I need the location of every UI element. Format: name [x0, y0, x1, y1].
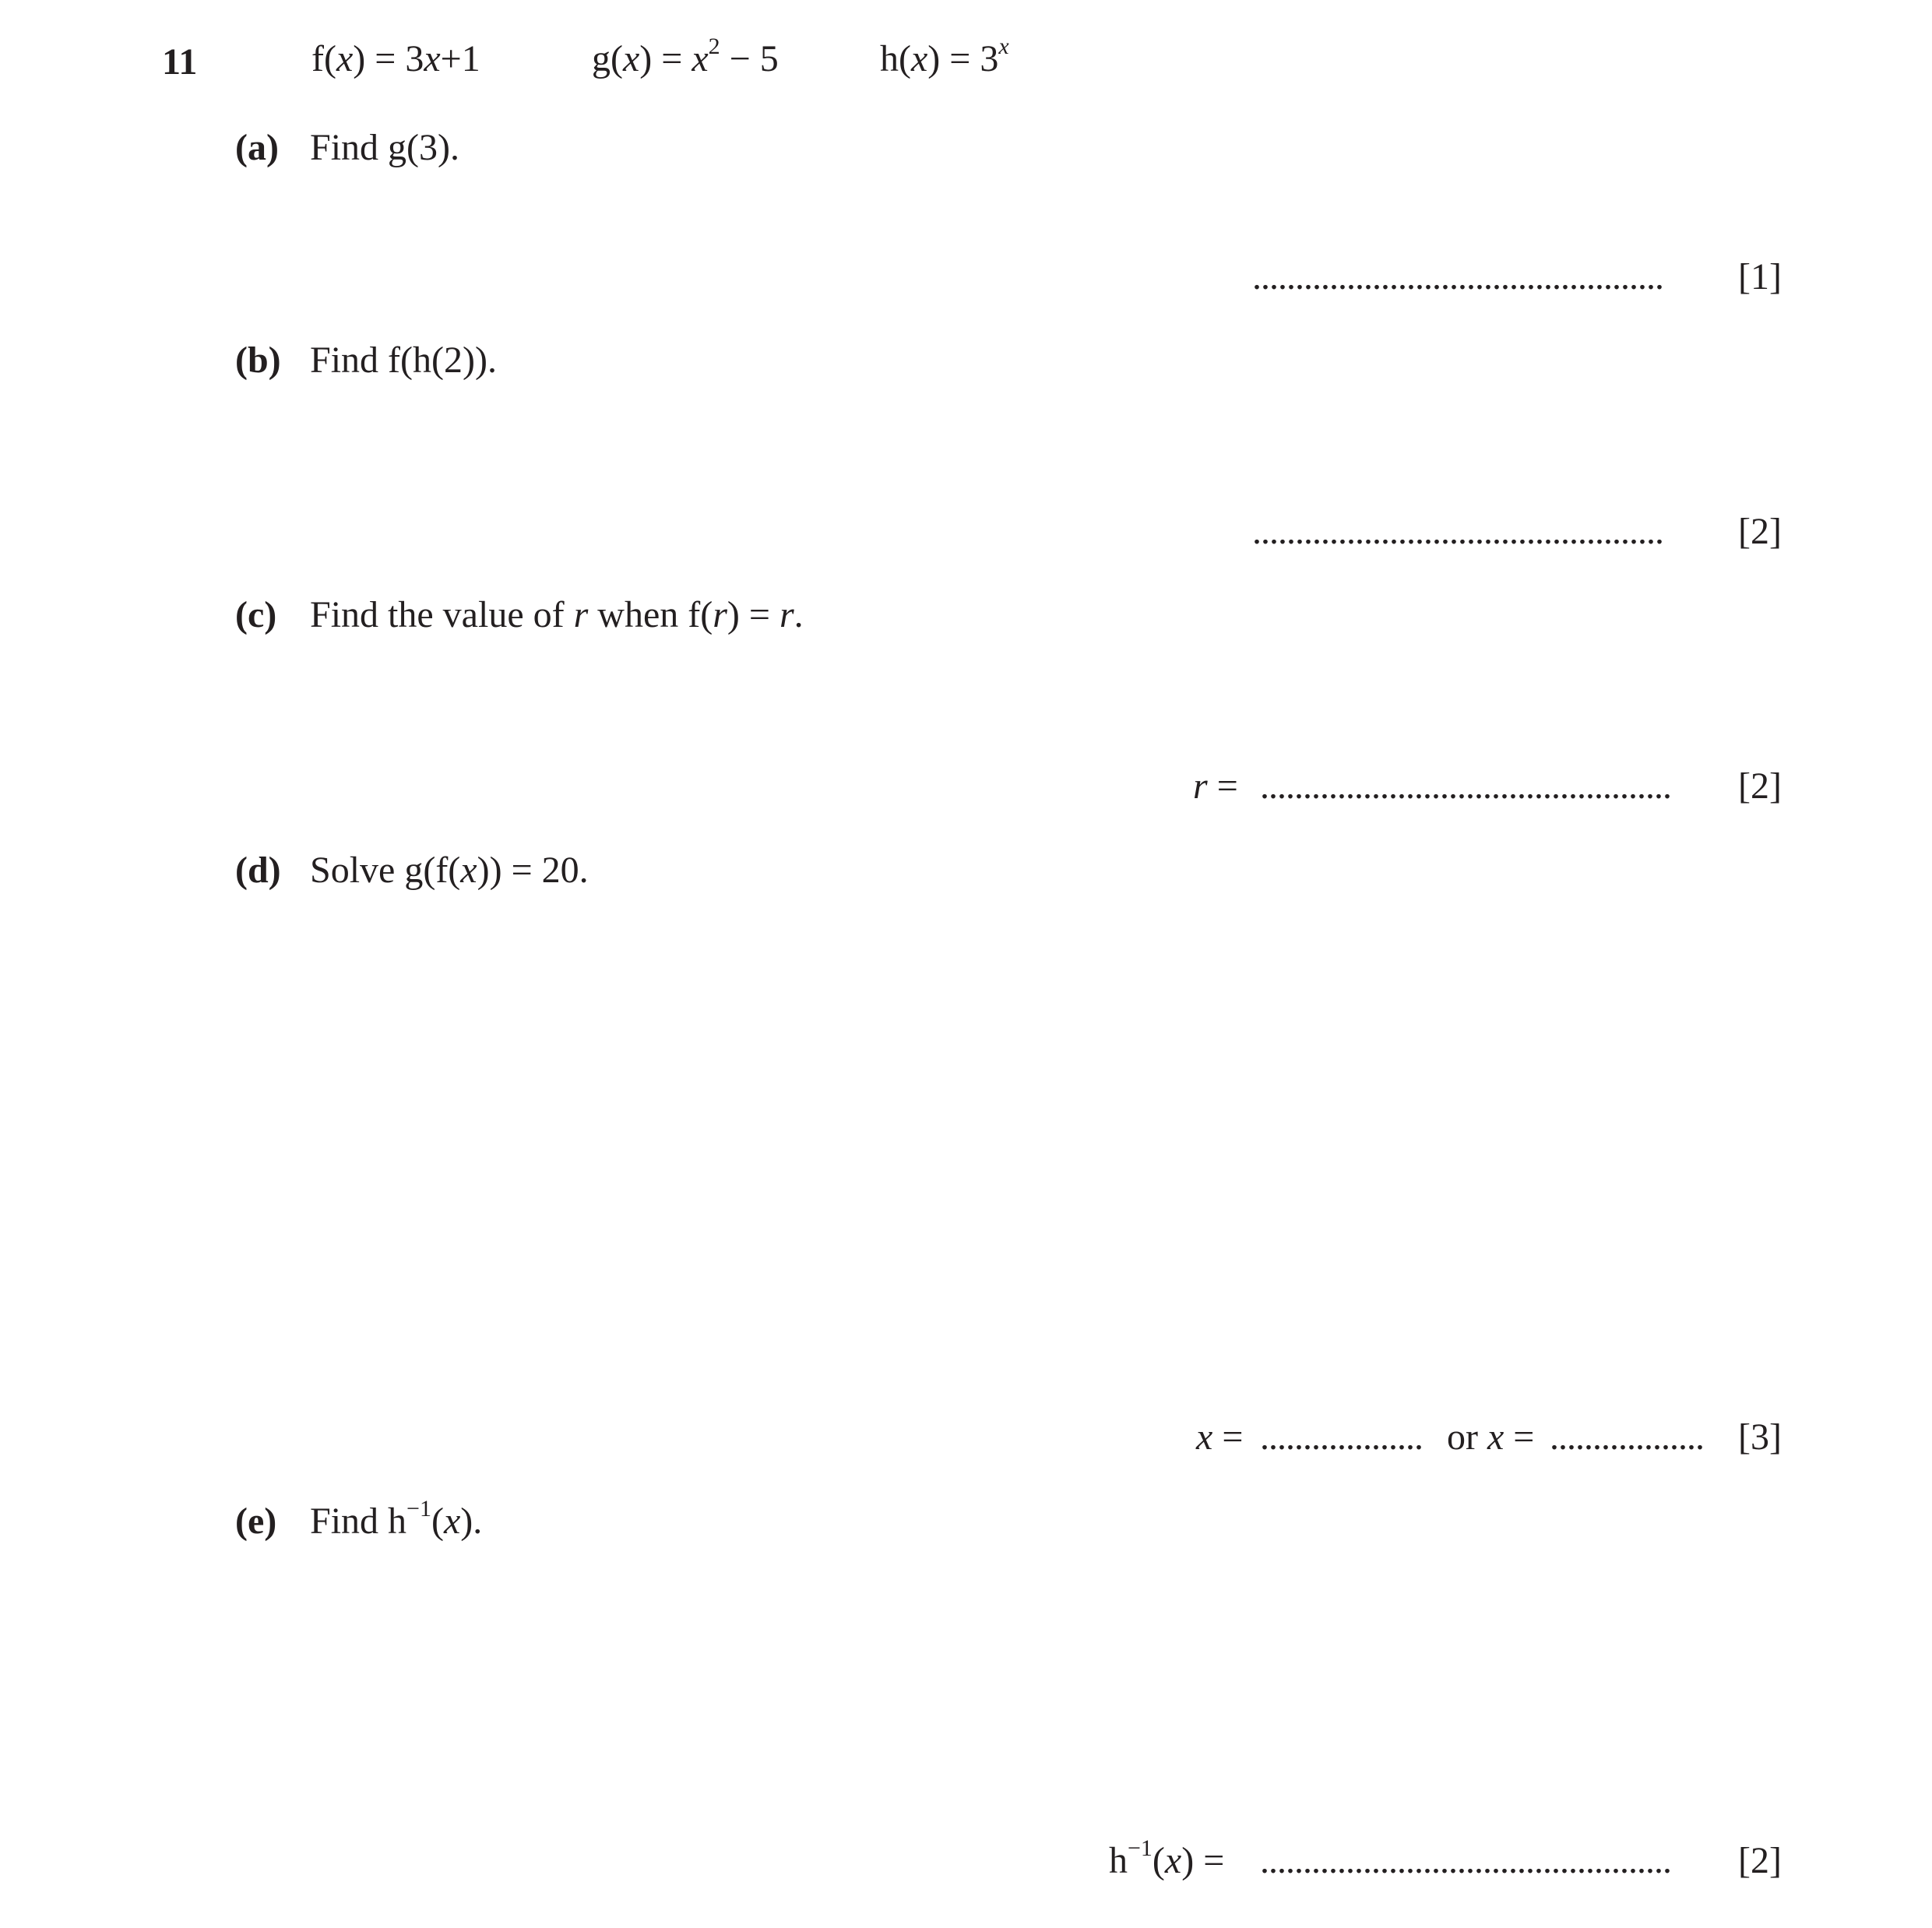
part-d-answer-line-1[interactable]: ...................: [1260, 1416, 1423, 1458]
part-c-marks: [2]: [1738, 765, 1782, 807]
part-a-question: Find g(3).: [310, 127, 459, 168]
part-d-answer-prefix-1: x =: [1196, 1416, 1244, 1458]
part-c-answer-line[interactable]: ................................................: [1260, 765, 1671, 807]
part-d-answer-prefix-2: or x =: [1447, 1416, 1535, 1458]
part-a-marks: [1]: [1738, 256, 1782, 297]
part-a-answer-line[interactable]: ................................................: [1252, 256, 1663, 297]
part-b-question: Find f(h(2)).: [310, 340, 497, 381]
function-f-definition: f(x) = 3x+1: [311, 38, 480, 79]
function-h-definition: $h(x) = 3^x$: [880, 33, 1009, 79]
question-number: 11: [162, 41, 198, 83]
part-e-answer-prefix: $h^{-1}(x)$ =: [1109, 1835, 1225, 1881]
part-b-marks: [2]: [1738, 511, 1782, 552]
part-d-question: Solve g(f(x)) = 20.: [310, 850, 589, 891]
part-d-marks: [3]: [1738, 1416, 1782, 1458]
part-d-label: (d): [235, 850, 281, 891]
part-e-question: Find $h^{-1}(x)$.: [310, 1496, 483, 1542]
part-c-question: Find the value of r when f(r) = r.: [310, 594, 804, 635]
part-b-label: (b): [235, 340, 281, 381]
part-d-answer-line-2[interactable]: ..................: [1550, 1416, 1704, 1458]
part-e-marks: [2]: [1738, 1840, 1782, 1881]
part-b-answer-line[interactable]: ................................................: [1252, 511, 1663, 552]
function-g-definition: $g(x) = x^2 - 5$: [592, 33, 779, 79]
part-e-label: (e): [235, 1501, 277, 1542]
part-a-label: (a): [235, 127, 279, 168]
part-e-answer-line[interactable]: ................................................: [1260, 1840, 1671, 1881]
part-c-label: (c): [235, 594, 277, 635]
part-c-answer-prefix: r =: [1193, 765, 1238, 807]
